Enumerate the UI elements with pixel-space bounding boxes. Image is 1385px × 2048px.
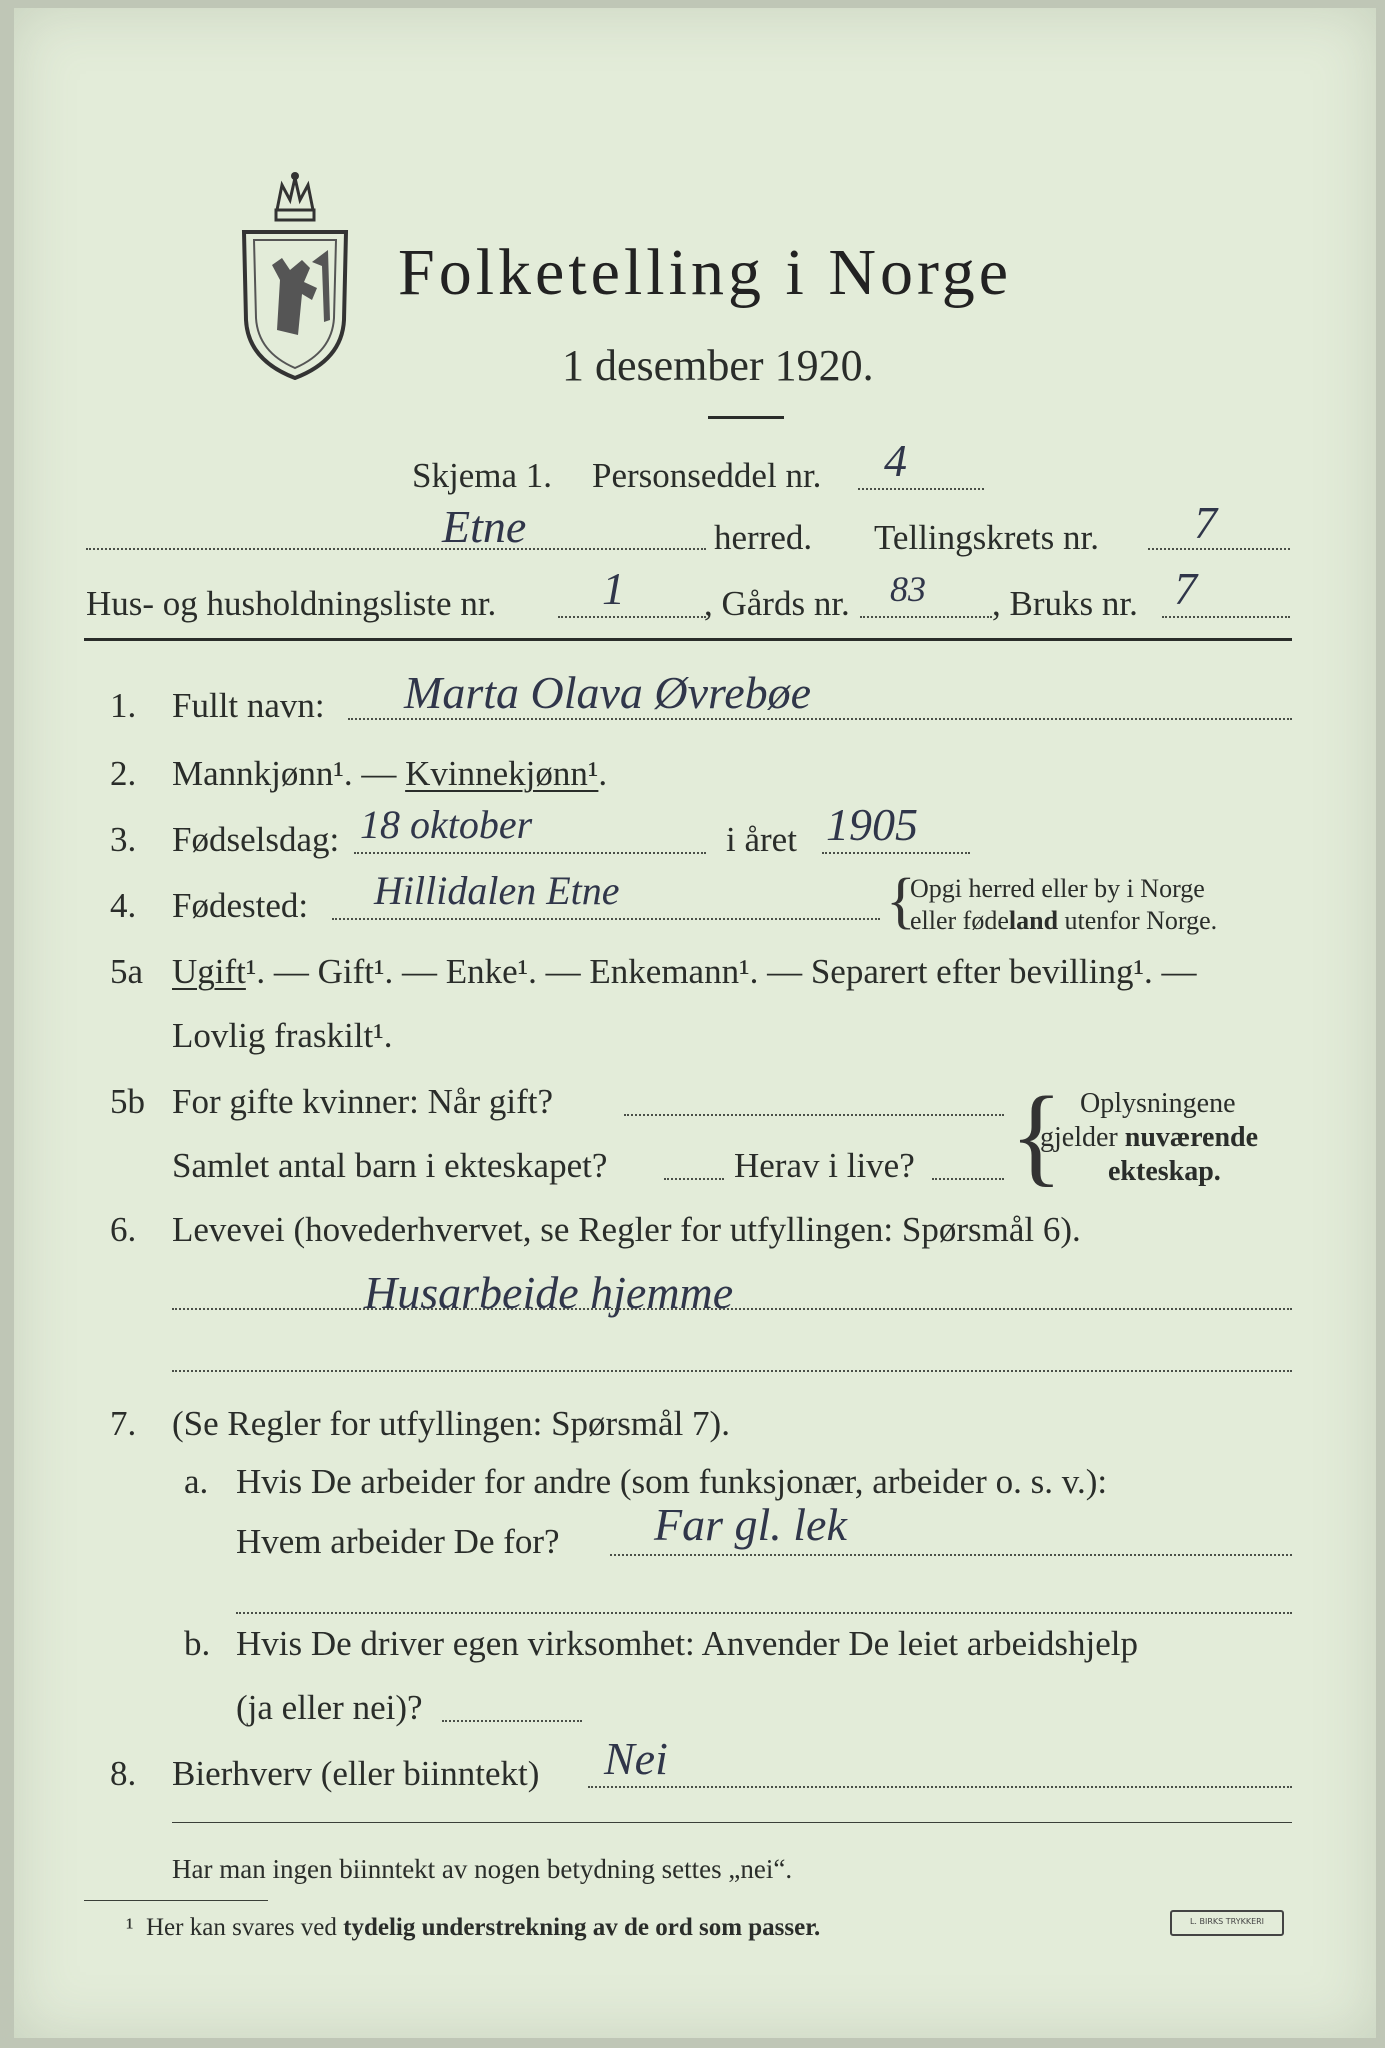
q7a-text: Hvis De arbeider for andre (som funksjonær, arbeider o. s. v.):: [236, 1462, 1108, 1501]
q6-value: Husarbeide hjemme: [364, 1267, 734, 1318]
q4-note-1: Opgi herred eller by i Norge: [910, 874, 1205, 903]
q4-brace: {: [886, 867, 916, 935]
q1-number: 1.: [110, 686, 137, 725]
q3-year-label: i året: [726, 820, 797, 859]
q5b-label: For gifte kvinner: Når gift?: [172, 1082, 554, 1121]
q5a-rest: ¹. — Gift¹. — Enke¹. — Enkemann¹. — Separert efter bevilling¹. —: [245, 952, 1197, 991]
footnote-text-a: Her kan svares ved: [146, 1914, 344, 1941]
q2-number: 2.: [110, 754, 137, 793]
q5b-note-2b: nuværende: [1124, 1122, 1259, 1153]
q7a-number: a.: [184, 1462, 209, 1501]
q4-number: 4.: [110, 886, 137, 925]
bruks-label: , Bruks nr.: [992, 584, 1138, 623]
gards-line: [860, 616, 992, 618]
q5b-brace: {: [1010, 1074, 1063, 1196]
footnote-number: ¹: [126, 1914, 134, 1941]
q5b-line: [624, 1114, 1004, 1116]
personseddel-value: 4: [884, 435, 907, 486]
tellingskrets-value: 7: [1194, 497, 1217, 548]
q5b-note-3: ekteskap.: [1108, 1156, 1221, 1187]
q5b-barn-line: [664, 1178, 724, 1180]
q3-year-value: 1905: [826, 799, 918, 850]
hus-line: [558, 616, 706, 618]
q1-value: Marta Olava Øvrebøe: [404, 667, 812, 718]
q5a-ugift: Ugift: [172, 952, 246, 991]
norwegian-coat-of-arms-icon: [232, 170, 358, 380]
q6-line-1: [172, 1308, 1292, 1310]
q2-kvinne: Kvinnekjønn¹: [405, 754, 599, 793]
q5b-number: 5b: [110, 1082, 145, 1121]
q5a-line2: Lovlig fraskilt¹.: [172, 1016, 393, 1055]
q7a-line-2: [236, 1612, 1292, 1614]
q2-mann: Mannkjønn¹. —: [172, 754, 397, 793]
title-rule: [708, 416, 784, 419]
herred-line: [86, 548, 706, 550]
page-title: Folketelling i Norge: [398, 236, 1013, 309]
q3-number: 3.: [110, 820, 137, 859]
hus-value: 1: [602, 563, 625, 614]
gards-label: , Gårds nr.: [704, 584, 850, 623]
footnote-text-b: tydelig understrekning av de ord som passer.: [343, 1914, 821, 1941]
q4-note-2a: eller føde: [910, 906, 1009, 935]
footnote: [126, 1914, 820, 1942]
q5a-number: 5a: [110, 952, 144, 991]
q4-note-2: [910, 906, 1217, 936]
q4-note-2c: utenfor Norge.: [1058, 906, 1218, 935]
header-rule: [84, 638, 1292, 641]
q7b-line: [442, 1720, 582, 1722]
q5b-note-2a: gjelder: [1040, 1122, 1125, 1153]
q4-line: [332, 918, 880, 920]
q6-line-2: [172, 1370, 1292, 1372]
hus-label: Hus- og husholdningsliste nr.: [86, 584, 497, 623]
q1-line: [348, 718, 1292, 720]
q7a-line-1: [610, 1554, 1292, 1556]
census-date: 1 desember 1920.: [562, 341, 874, 390]
footer-note: Har man ingen biinntekt av nogen betydning settes „nei“.: [172, 1854, 793, 1884]
q7a-value: Far gl. lek: [654, 1499, 847, 1550]
census-form-page: [14, 8, 1376, 2038]
tellingskrets-line: [1148, 548, 1290, 550]
q4-value: Hillidalen Etne: [374, 868, 620, 913]
q4-note-2b: land: [1008, 906, 1059, 935]
q3-value: 18 oktober: [360, 802, 533, 847]
gards-value: 83: [890, 569, 926, 609]
q7b-number: b.: [184, 1624, 211, 1663]
q6-number: 6.: [110, 1210, 137, 1249]
q8-number: 8.: [110, 1754, 137, 1793]
q3-label: Fødselsdag:: [172, 820, 340, 859]
q5b-line2-a: Samlet antal barn i ekteskapet?: [172, 1146, 608, 1185]
q3-line: [354, 852, 706, 854]
q5b-note-2: [1040, 1122, 1258, 1154]
herred-value: Etne: [442, 501, 527, 552]
skjema-label: Skjema 1.: [412, 456, 552, 495]
q7-label: (Se Regler for utfyllingen: Spørsmål 7).: [172, 1404, 730, 1443]
q7a-question: Hvem arbeider De for?: [236, 1522, 560, 1561]
personseddel-line: [858, 488, 984, 490]
printer-stamp-text: L. BIRKS TRYKKERI: [1189, 1917, 1265, 1926]
q7-number: 7.: [110, 1404, 137, 1443]
footer-rule-1: [172, 1822, 1292, 1823]
q6-label: Levevei (hovederhvervet, se Regler for utfyllingen: Spørsmål 6).: [172, 1210, 1081, 1249]
q5b-ilive-line: [932, 1178, 1004, 1180]
bruks-line: [1162, 616, 1290, 618]
q8-line: [588, 1786, 1292, 1788]
tellingskrets-label: Tellingskrets nr.: [874, 518, 1100, 557]
q7b-question: (ja eller nei)?: [236, 1688, 423, 1727]
q2-text: [172, 754, 607, 794]
q2-end: .: [598, 754, 608, 793]
herred-label: herred.: [714, 518, 813, 557]
q8-value: Nei: [604, 1733, 668, 1784]
q3-year-line: [822, 852, 970, 854]
footer-rule-2: [84, 1900, 268, 1901]
q8-label: Bierhverv (eller biinntekt): [172, 1754, 540, 1793]
q1-label: Fullt navn:: [172, 686, 325, 725]
q5b-note-1: Oplysningene: [1080, 1088, 1236, 1119]
q5a-text: [172, 952, 1196, 992]
printer-stamp: [1170, 1910, 1284, 1936]
q4-label: Fødested:: [172, 886, 309, 925]
bruks-value: 7: [1174, 563, 1197, 614]
q7b-text: Hvis De driver egen virksomhet: Anvender De leiet arbeidshjelp: [236, 1624, 1138, 1663]
q5b-line2-b: Herav i live?: [734, 1146, 915, 1185]
personseddel-label: Personseddel nr.: [592, 456, 822, 495]
